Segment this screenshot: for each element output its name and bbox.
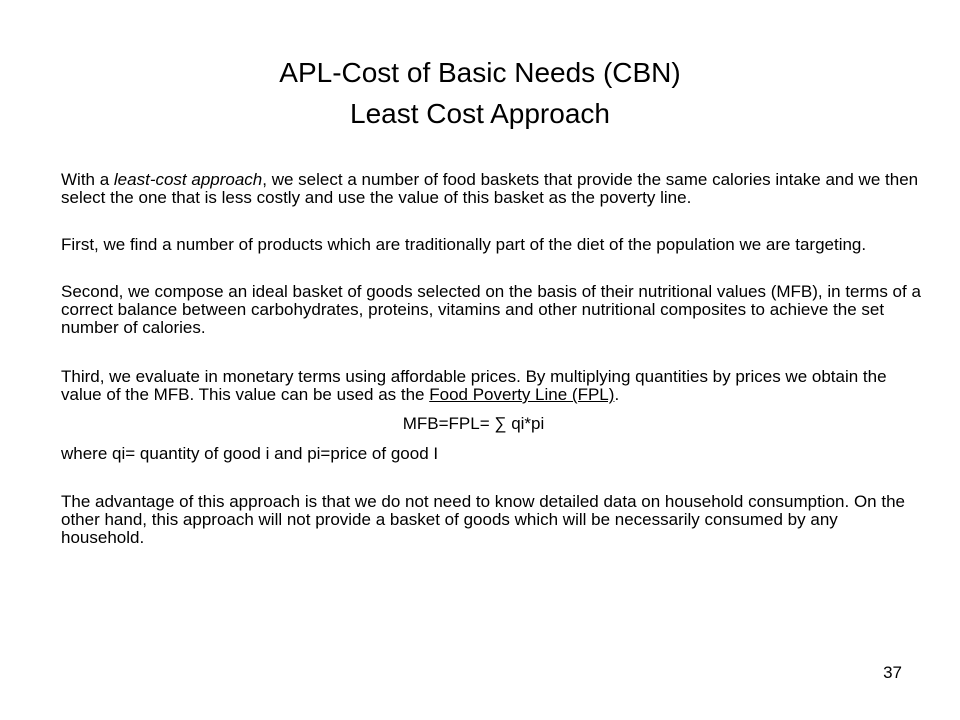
paragraph-first-step: First, we find a number of products which are traditionally part of the diet of the population we are targeting.	[61, 235, 867, 254]
formula: MFB=FPL= ∑ qi*pi	[402, 414, 545, 433]
title-line-2: Least Cost Approach	[350, 98, 610, 129]
p4-suffix: .	[614, 385, 620, 404]
slide-title	[0, 52, 960, 134]
formula-note: where qi= quantity of good i and pi=price of good I	[61, 444, 439, 463]
p4-prefix: Third, we evaluate in monetary terms using affordable prices. By multiplying quantities by prices we obtain the value of the MFB. This value can be used as the	[61, 367, 887, 404]
p1-emphasis: least-cost approach	[113, 170, 263, 189]
paragraph-third-step	[61, 368, 921, 404]
paragraph-advantage: The advantage of this approach is that we do not need to know detailed data on household consumption. On the other hand, this approach will not provide a basket of goods which will be necessarily consumed by any household.	[61, 492, 905, 547]
paragraph-least-cost-approach	[61, 171, 921, 207]
page-number: 37	[883, 663, 902, 682]
food-poverty-line-term: Food Poverty Line (FPL)	[429, 385, 615, 404]
p1-prefix: With a	[61, 170, 114, 189]
slide-body	[61, 171, 921, 547]
p1-suffix: , we select a number of food baskets that provide the same calories intake and we then select the one that is less costly and use the value of this basket as the poverty line.	[61, 170, 919, 207]
paragraph-second-step: Second, we compose an ideal basket of goods selected on the basis of their nutritional values (MFB), in terms of a correct balance between carbohydrates, proteins, vitamins and other nutritional composites to achieve the set number of calories.	[61, 282, 921, 337]
title-line-1: APL-Cost of Basic Needs (CBN)	[279, 57, 681, 88]
